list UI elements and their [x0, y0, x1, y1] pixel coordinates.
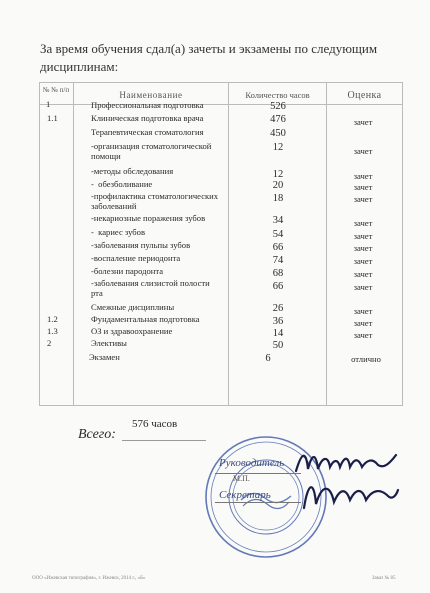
row-grade: зачет	[353, 194, 373, 204]
row-grade: зачет	[353, 243, 373, 253]
table-left-border	[39, 82, 40, 405]
row-grade: зачет	[353, 171, 373, 181]
secretary-label: Секретарь	[219, 489, 271, 501]
row-name: -воспаление периодонта	[91, 253, 181, 263]
row-name: -заболевания слизистой полости рта	[91, 278, 210, 298]
row-hours: 12	[272, 142, 284, 153]
row-name: - обезболивание	[91, 179, 153, 189]
row-grade: зачет	[353, 146, 373, 156]
row-num: 2	[47, 338, 52, 348]
total-underline	[122, 440, 206, 441]
row-hours: 66	[272, 242, 284, 253]
row-name: Экзамен	[89, 352, 120, 362]
row-hours: 54	[272, 229, 284, 240]
row-grade: зачет	[353, 117, 373, 127]
table-top-border	[39, 82, 403, 83]
row-hours: 14	[272, 328, 284, 339]
director-signature-line	[215, 473, 301, 474]
total-value: 576 часов	[132, 418, 178, 430]
row-grade: отлично	[351, 354, 381, 364]
row-name: Фундаментальная подготовка	[91, 314, 200, 324]
row-name: -заболевания пульпы зубов	[91, 240, 191, 250]
row-grade: зачет	[353, 282, 373, 292]
column-header-grade: Оценка	[347, 90, 382, 101]
row-hours: 66	[272, 281, 284, 292]
printer-footer: ООО «Ижевская типография», г. Ижевск, 2014 г., «Б»	[32, 576, 146, 581]
row-name: -методы обследования	[91, 166, 174, 176]
column-header-name: Наименование	[119, 90, 183, 100]
total-label: Всего:	[78, 427, 116, 442]
row-grade: зачет	[353, 231, 373, 241]
row-hours: 450	[270, 128, 286, 139]
order-number: Заказ № 85	[372, 576, 396, 581]
row-hours: 34	[272, 215, 284, 226]
row-hours: 18	[272, 193, 284, 204]
row-grade: зачет	[353, 256, 373, 266]
row-hours: 50	[272, 340, 284, 351]
row-grade: зачет	[353, 318, 373, 328]
table-right-border	[402, 82, 403, 405]
row-num: 1.2	[47, 314, 58, 324]
page-heading: За время обучения сдал(а) зачеты и экзамены по следующим дисциплинам:	[40, 41, 378, 74]
row-grade: зачет	[353, 182, 373, 192]
row-num: 1.1	[47, 113, 58, 123]
row-grade: зачет	[353, 269, 373, 279]
row-name: Элективы	[91, 338, 127, 348]
row-name: -болезни пародонта	[91, 266, 164, 276]
row-name: Профессиональная подготовка	[91, 100, 204, 110]
secretary-signature	[300, 474, 400, 514]
column-header-num: № № п/п	[42, 86, 70, 94]
row-num: 1.3	[47, 326, 58, 336]
row-grade: зачет	[353, 218, 373, 228]
row-name: -организация стоматологической помощи	[91, 141, 212, 161]
row-name: Терапевтическая стоматология	[91, 127, 204, 137]
row-hours: 26	[272, 303, 284, 314]
row-name: - кариес зубов	[91, 227, 146, 237]
row-hours: 20	[272, 180, 284, 191]
table-bottom-border	[39, 405, 403, 406]
row-name: Смежные дисциплины	[91, 302, 175, 312]
row-hours: 68	[272, 268, 284, 279]
row-hours: 526	[270, 101, 286, 112]
column-header-hours: Количество часов	[245, 90, 310, 100]
row-num: 1	[46, 99, 51, 109]
secretary-signature-line	[215, 502, 301, 503]
row-hours: 6	[265, 353, 271, 364]
row-grade: зачет	[353, 330, 373, 340]
row-grade: зачет	[353, 306, 373, 316]
row-name: -некариозные поражения зубов	[91, 213, 206, 223]
column-divider-hours	[326, 82, 327, 405]
row-name: Клиническая подготовка врача	[91, 113, 204, 123]
column-divider-num	[73, 82, 74, 405]
director-label: Руководитель	[219, 457, 285, 469]
row-name: -профилактика стоматологических заболеваний	[91, 191, 219, 211]
row-hours: 476	[270, 114, 286, 125]
row-hours: 74	[272, 255, 284, 266]
row-hours: 36	[272, 316, 284, 327]
row-hours: 12	[272, 169, 284, 180]
row-name: ОЗ и здравоохранение	[91, 326, 173, 336]
column-divider-name	[228, 82, 229, 405]
mp-label: М.П.	[233, 474, 250, 483]
